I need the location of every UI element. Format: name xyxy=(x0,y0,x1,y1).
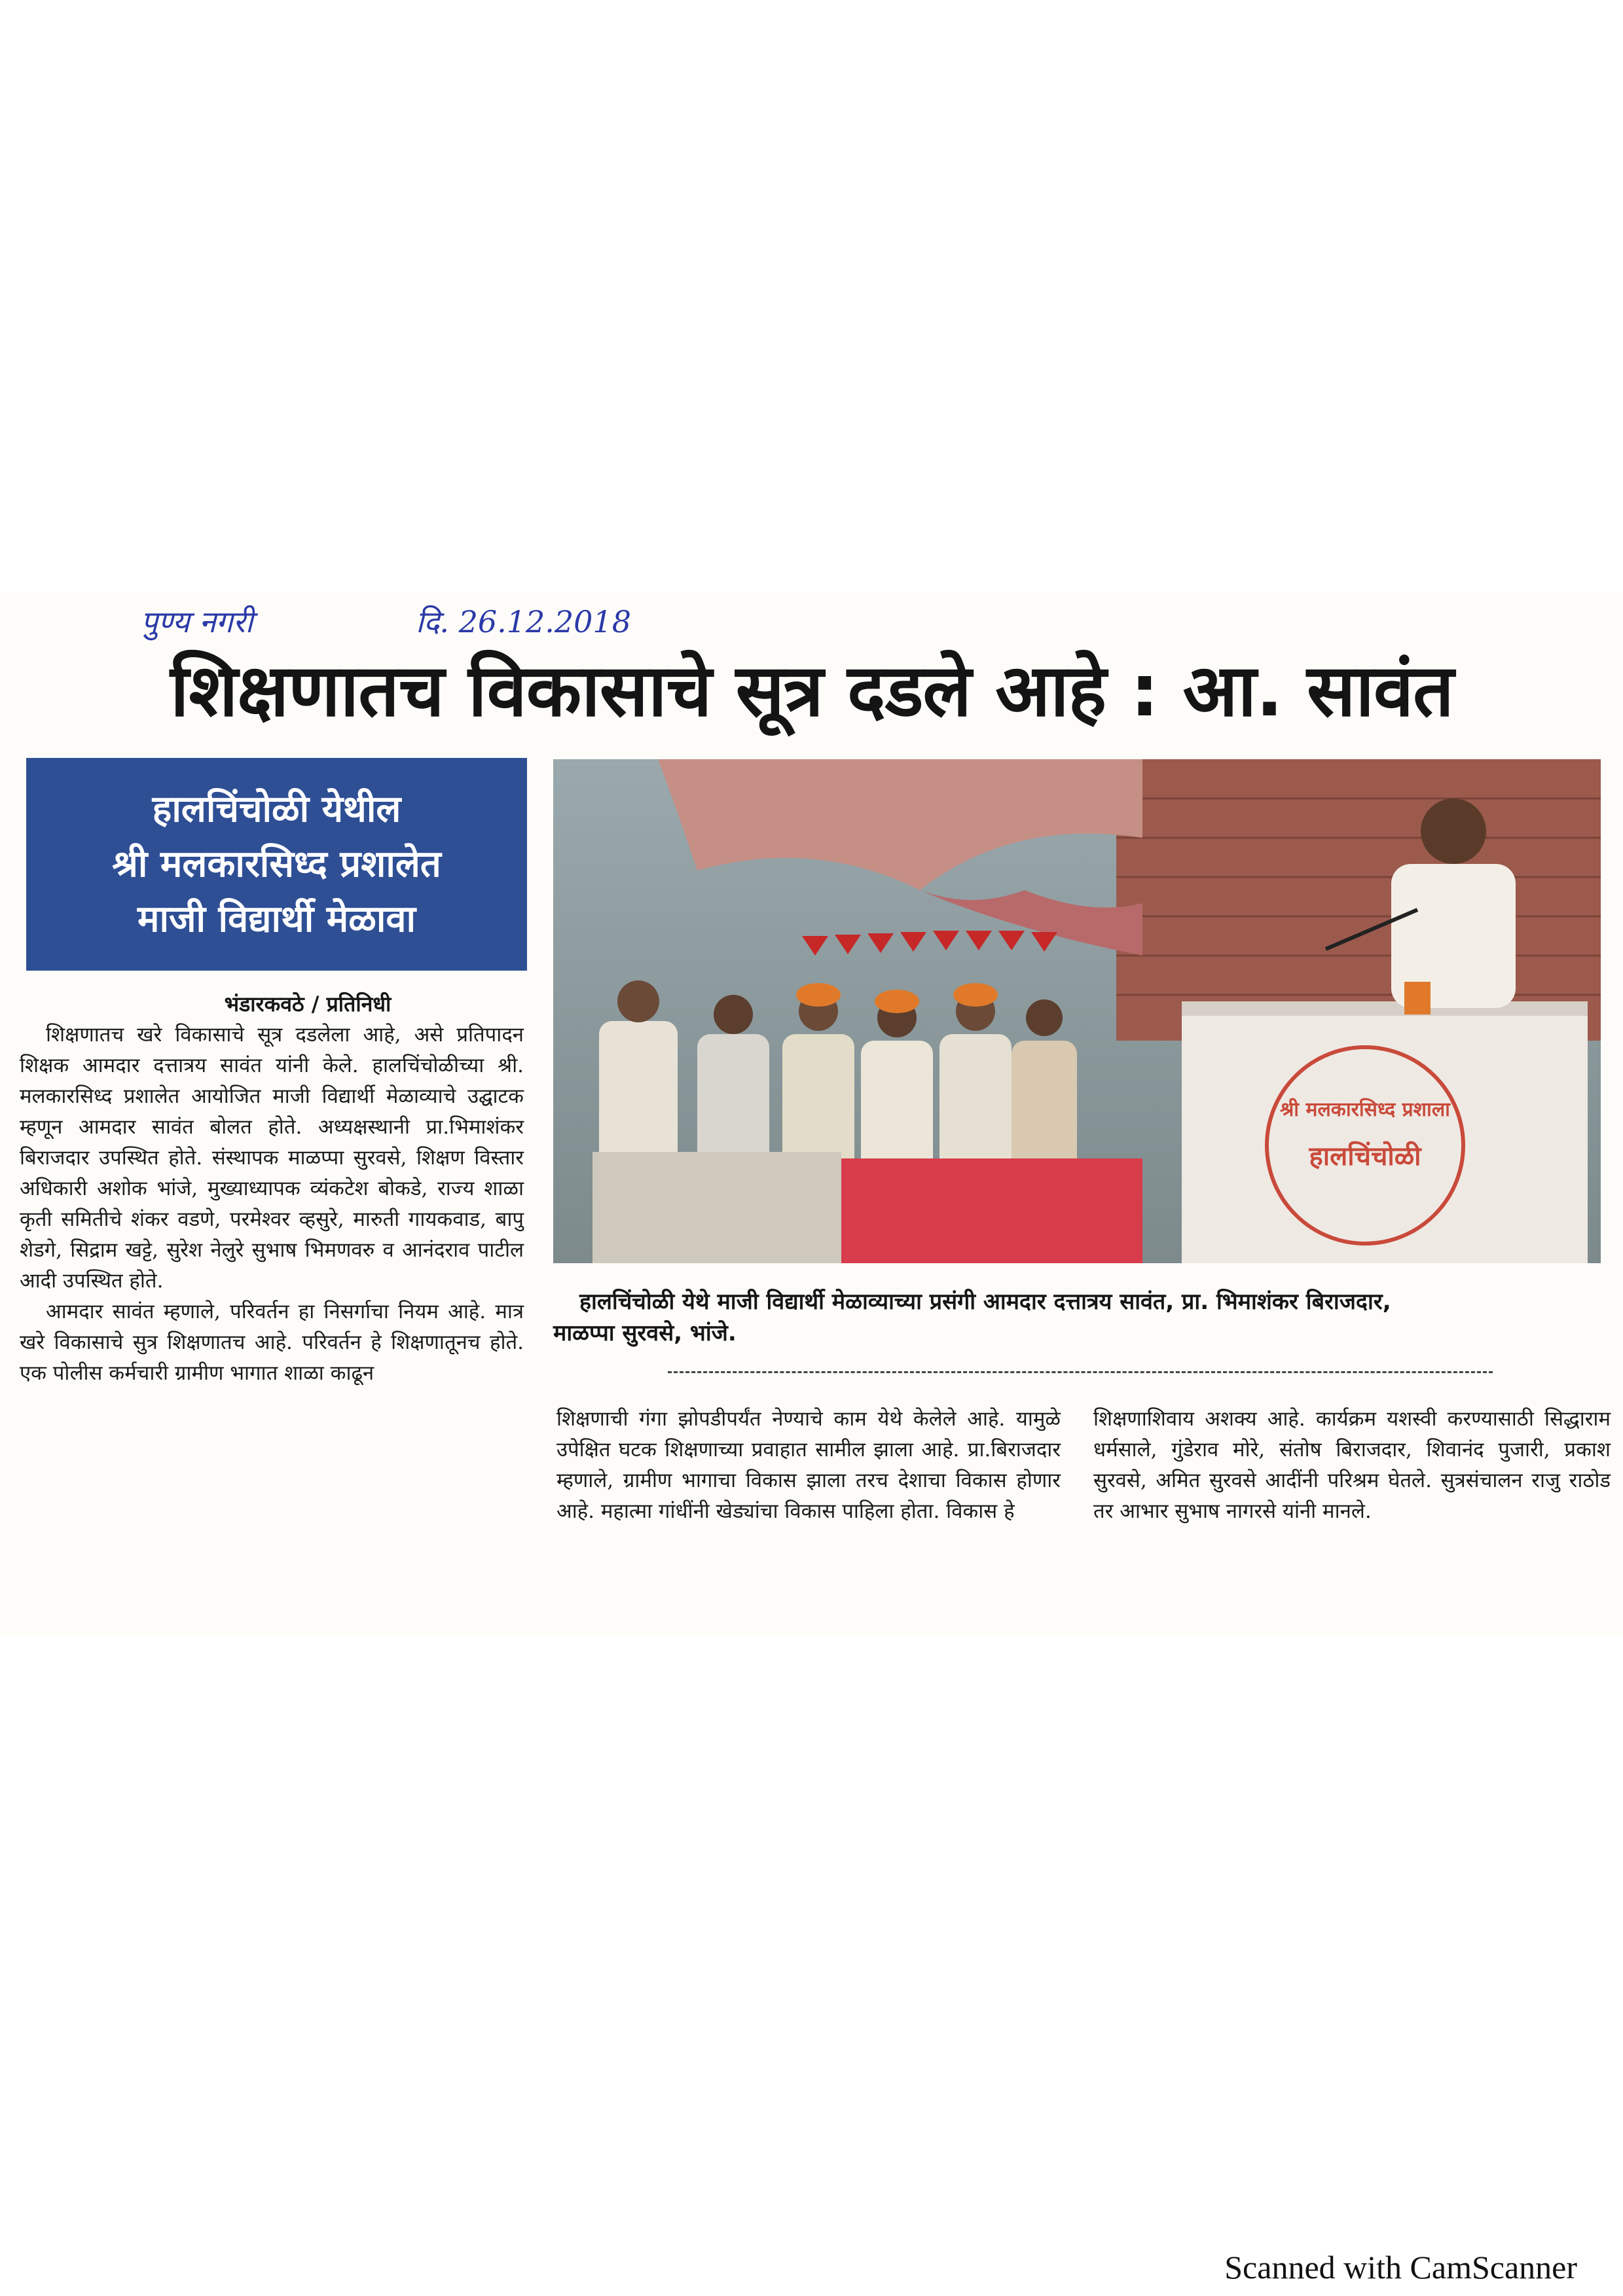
caption-line: हालचिंचोळी येथे माजी विद्यार्थी मेळाव्याच्या प्रसंगी आमदार दत्तात्रय सावंत, प्रा. भिमाशंकर बिराजदार, xyxy=(579,1289,1391,1315)
headline: शिक्षणातच विकासाचे सूत्र दडले आहे : आ. सावंत xyxy=(170,649,1453,732)
scanner-watermark: Scanned with CamScanner xyxy=(1224,2249,1577,2286)
handwritten-publication: पुण्य नगरी xyxy=(141,604,253,639)
article-paragraph: शिक्षणाशिवाय अशक्य आहे. कार्यक्रम यशस्वी करण्यासाठी सिद्धाराम धर्मसाले, गुंडेराव मोरे, संतोष बिराजदार, शिवानंद पुजारी, प्रकाश सुरवसे, अमित सुरवसे आदींनी परिश्रम घेतले. सुत्रसंचालन राजु राठोड तर आभार सुभाष नागरसे यांनी मानले. xyxy=(1093,1407,1611,1523)
article-column-2 xyxy=(556,1404,1061,1633)
byline: भंडारकवठे / प्रतिनिधी xyxy=(224,992,392,1016)
article-paragraph: शिक्षणातच खरे विकासाचे सूत्र दडलेला आहे, असे प्रतिपादन शिक्षक आमदार दत्तात्रय सावंत यांनी केले. हालचिंचोळीच्या श्री. मलकारसिध्द प्रशालेत आयोजित माजी विद्यार्थी मेळाव्याचे उद्घाटक म्हणून आमदार सावंत बोलत होते. अध्यक्षस्थानी प्रा.भिमाशंकर बिराजदार उपस्थित होते. संस्थापक माळप्पा सुरवसे, शिक्षण विस्तार अधिकारी अशोक भांजे, मुख्याध्यापक व्यंकटेश बोकडे, राज्य शाळा कृती समितीचे शंकर वडणे, परमेश्वर व्हसुरे, मारुती गायकवाड, बापु शेडगे, सिद्राम खट्टे, सुरेश नेलुरे सुभाष भिमणवरु व आनंदराव पाटील आदी उपस्थित होते. xyxy=(20,1023,524,1293)
divider xyxy=(668,1371,1493,1373)
photo-caption xyxy=(553,1286,1601,1352)
article-paragraph: शिक्षणाची गंगा झोपडीपर्यंत नेण्याचे काम येथे केलेले आहे. यामुळे उपेक्षित घटक शिक्षणाच्या प्रवाहात सामील झाला आहे. प्रा.बिराजदार म्हणाले, ग्रामीण भागाचा विकास झाला तरच देशाचा विकास होणार आहे. महात्मा गांधींनी खेड्यांचा विकास पाहिला होता. विकास हे xyxy=(556,1407,1061,1523)
podium-banner-line1: श्री मलकारसिध्द प्रशाला xyxy=(1280,1098,1450,1121)
article-column-1 xyxy=(20,1020,524,1638)
caption-line: माळप्पा सुरवसे, भांजे. xyxy=(553,1320,737,1346)
event-photo xyxy=(553,759,1601,1263)
article-paragraph: आमदार सावंत म्हणाले, परिवर्तन हा निसर्गाचा नियम आहे. मात्र खरे विकासाचे सुत्र शिक्षणातच आहे. परिवर्तन हे शिक्षणातूनच होते. एक पोलीस कर्मचारी ग्रामीण भागात शाळा काढून xyxy=(20,1300,524,1385)
article-column-3 xyxy=(1093,1404,1611,1633)
subheadline-line: श्री मलकारसिध्द प्रशालेत xyxy=(112,842,441,886)
subheadline-line: हालचिंचोळी येथील xyxy=(152,787,401,831)
subheadline-box xyxy=(26,758,527,971)
handwritten-note xyxy=(141,601,743,647)
subheadline-line: माजी विद्यार्थी मेळावा xyxy=(137,897,416,941)
handwritten-date: दि. 26.12.2018 xyxy=(416,604,631,639)
podium-banner-line2: हालचिंचोळी xyxy=(1309,1141,1421,1172)
